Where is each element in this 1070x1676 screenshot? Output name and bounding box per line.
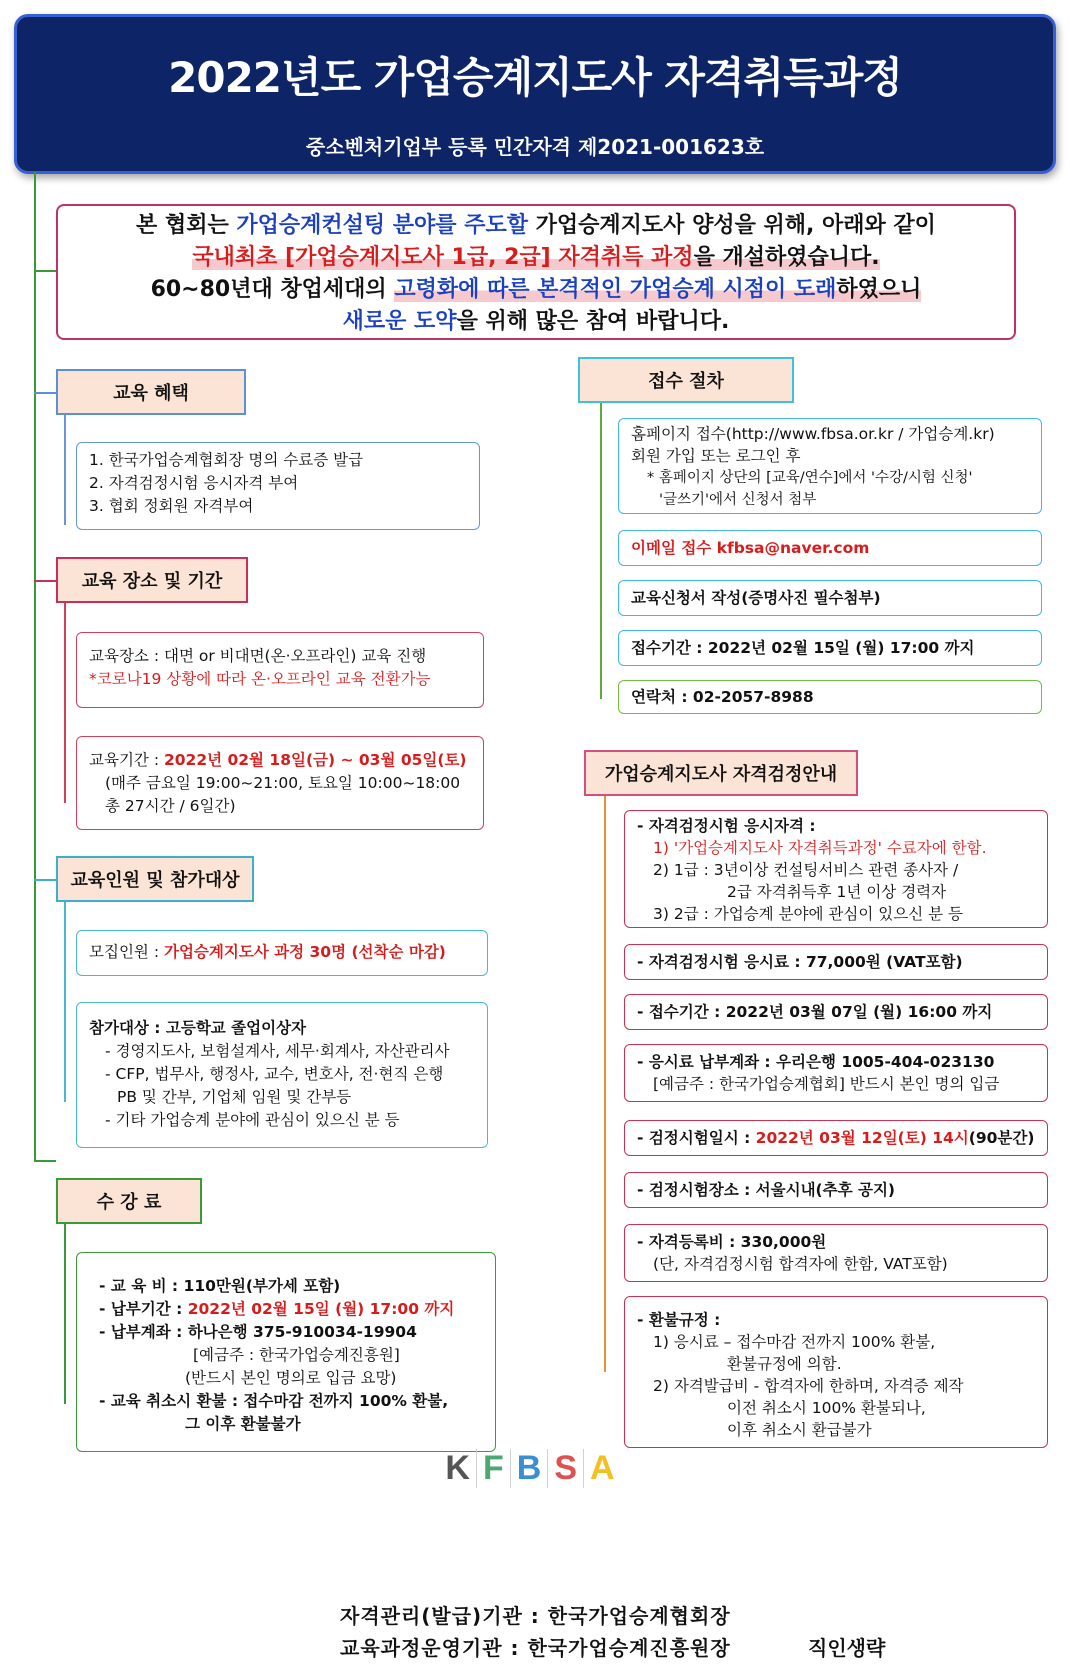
footer-operator: 교육과정운영기관 : 한국가업승계진흥원장 [340,1636,731,1660]
participants-line: PB 및 간부, 기업체 임원 및 간부등 [117,1088,352,1106]
intro-line-2: 국내최초 [가업승계지도사 1급, 2급] 자격취득 과정을 개설하였습니다. [192,245,880,270]
fee-period: - 납부기간 : 2022년 02월 15일 (월) 17:00 까지 [99,1300,455,1318]
fee-account: - 납부계좌 : 하나은행 375-910034-19904 [99,1323,417,1341]
exam-eligibility-item: 1) '가업승계지도사 자격취득과정' 수료자에 한함. [653,839,987,857]
venue-period-total: 총 27시간 / 6일간) [105,797,236,815]
participants-line: - CFP, 법무사, 행정사, 교수, 변호사, 전·현직 은행 [105,1065,444,1083]
connector [34,580,56,582]
connector [34,392,56,394]
apply-email-box [618,530,1042,566]
apply-web-box [618,418,1042,514]
intro-box [56,204,1016,340]
apply-web-login: 회원 가입 또는 로그인 후 [631,447,801,465]
benefit-item: 2. 자격검정시험 응시자격 부여 [89,474,299,492]
target-label: 교육인원 및 참가대상 [56,856,254,902]
apply-web-note: '글쓰기'에서 신청서 첨부 [659,492,817,508]
exam-registration-note: (단, 자격검정시험 합격자에 한함, VAT포함) [653,1255,948,1273]
timeline-connector [34,270,56,272]
recruit-line: 모집인원 : 가업승계지도사 과정 30명 (선착순 마감) [89,943,446,961]
logo-letter: S [548,1449,584,1488]
exam-account-note: [예금주 : 한국가업승계협회] 반드시 본인 명의 입금 [653,1075,1000,1093]
benefit-item: 3. 협회 정회원 자격부여 [89,497,254,515]
exam-eligibility-item: 3) 2급 : 가업승계 분야에 관심이 있으신 분 등 [653,905,963,923]
exam-place-box [624,1172,1048,1208]
exam-refund-item: 이후 취소시 환급불가 [727,1421,872,1439]
venue-branch [64,603,66,803]
fee-label: 수 강 료 [56,1178,202,1224]
footer-issuer: 자격관리(발급)기관 : 한국가업승계협회장 [340,1604,731,1628]
exam-registration: - 자격등록비 : 330,000원 [637,1233,827,1251]
fee-branch [64,1224,66,1404]
benefits-label: 교육 혜택 [56,369,246,415]
intro-line-1: 본 협회는 가업승계컨설팅 분야를 주도할 가업승계지도사 양성을 위해, 아래와 같이 [136,213,936,238]
venue-period: 교육기간 : 2022년 02월 18일(금) ~ 03월 05일(토) [89,751,467,769]
connector [34,879,56,881]
exam-registration-box [624,1224,1048,1282]
fee-account-holder: [예금주 : 한국가업승계진흥원] [193,1346,400,1364]
fee-refund: - 교육 취소시 환불 : 접수마감 전까지 100% 환불, [99,1392,449,1410]
exam-refund-item: 환불규정에 의함. [727,1355,842,1373]
logo-letter: F [477,1449,511,1488]
apply-form: 교육신청서 작성(증명사진 필수첨부) [631,588,881,607]
exam-account: - 응시료 납부계좌 : 우리은행 1005-404-023130 [637,1053,995,1071]
exam-fee-box [624,944,1048,980]
exam-place: - 검정시험장소 : 서울시내(추후 공지) [637,1180,896,1199]
participants-line: - 기타 가업승계 분야에 관심이 있으신 분 등 [105,1111,400,1129]
exam-date-box [624,1120,1048,1156]
page-subtitle: 중소벤처기업부 등록 민간자격 제2021-001623호 [305,135,765,159]
apply-email: 이메일 접수 kfbsa@naver.com [631,538,870,557]
venue-label: 교육 장소 및 기간 [56,557,248,603]
benefits-branch [64,415,66,525]
apply-web-note: * 홈페이지 상단의 [교육/연수]에서 '수강/시험 신청' [647,470,973,486]
exam-date: - 검정시험일시 : 2022년 03월 12일(토) 14시(90분간) [637,1128,1035,1147]
target-branch [64,902,66,1102]
participants-line: - 경영지도사, 보험설계사, 세무·회계사, 자산관리사 [105,1042,450,1060]
benefits-box [76,442,480,530]
exam-refund-title: - 환불규정 : [637,1311,721,1329]
exam-refund-item: 이전 취소시 100% 환불되나, [727,1399,926,1417]
fee-line: - 교 육 비 : 110만원(부가세 포함) [99,1277,341,1295]
logo-letter: K [439,1449,477,1488]
fee-account-note: (반드시 본인 명의로 입금 요망) [185,1369,397,1387]
apply-deadline-box [618,630,1042,666]
venue-place: 교육장소 : 대면 or 비대면(온·오프라인) 교육 진행 [89,647,427,665]
exam-eligibility-box [624,810,1048,928]
venue-place-box [76,632,484,708]
exam-refund-item: 2) 자격발급비 - 합격자에 한하며, 자격증 제작 [653,1377,964,1395]
apply-branch [600,403,602,699]
intro-line-3: 60~80년대 창업세대의 고령화에 따른 본격적인 가업승계 시점이 도래하였으니 [150,277,922,302]
venue-period-detail: (매주 금요일 19:00~21:00, 토요일 10:00~18:00 [105,774,461,792]
exam-eligibility-item: 2) 1급 : 3년이상 컨설팅서비스 관련 종사자 / [653,861,959,879]
connector [34,1160,56,1162]
apply-contact: 연락처 : 02-2057-8988 [631,687,814,706]
exam-refund-box [624,1296,1048,1448]
exam-fee: - 자격검정시험 응시료 : 77,000원 (VAT포함) [637,952,963,971]
exam-eligibility-title: - 자격검정시험 응시자격 : [637,817,816,835]
recruit-box [76,930,488,976]
exam-period-box [624,994,1048,1030]
page-title: 2022년도 가업승계지도사 자격취득과정 [168,53,902,102]
exam-branch [604,796,606,1372]
fee-box [76,1252,496,1452]
logo-letter: B [511,1449,549,1488]
apply-label: 접수 절차 [578,357,794,403]
venue-period-box [76,736,484,830]
footer-seal-omitted: 직인생략 [808,1636,886,1660]
left-timeline [34,172,36,1162]
kfbsa-logo [430,1440,630,1496]
apply-contact-box [618,680,1042,714]
venue-place-note: *코로나19 상황에 따라 온·오프라인 교육 전환가능 [89,670,431,688]
header-banner [14,14,1056,174]
exam-period: - 접수기간 : 2022년 03월 07일 (월) 16:00 까지 [637,1002,993,1021]
apply-form-box [618,580,1042,616]
exam-eligibility-item: 2급 자격취득후 1년 이상 경력자 [727,883,947,901]
exam-account-box [624,1044,1048,1102]
logo-letter: A [590,1448,615,1487]
exam-label: 가업승계지도사 자격검정안내 [584,750,858,796]
apply-web-title: 홈페이지 접수(http://www.fbsa.or.kr / 가업승계.kr) [631,425,995,443]
intro-line-4: 새로운 도약을 위해 많은 참여 바랍니다. [342,309,730,334]
participants-box [76,1002,488,1148]
apply-deadline: 접수기간 : 2022년 02월 15일 (월) 17:00 까지 [631,638,975,657]
benefit-item: 1. 한국가업승계협회장 명의 수료증 발급 [89,451,364,469]
exam-refund-item: 1) 응시료 – 접수마감 전까지 100% 환불, [653,1333,936,1351]
fee-refund-note: 그 이후 환불불가 [185,1415,301,1433]
participants-title: 참가대상 : 고등학교 졸업이상자 [89,1019,307,1037]
